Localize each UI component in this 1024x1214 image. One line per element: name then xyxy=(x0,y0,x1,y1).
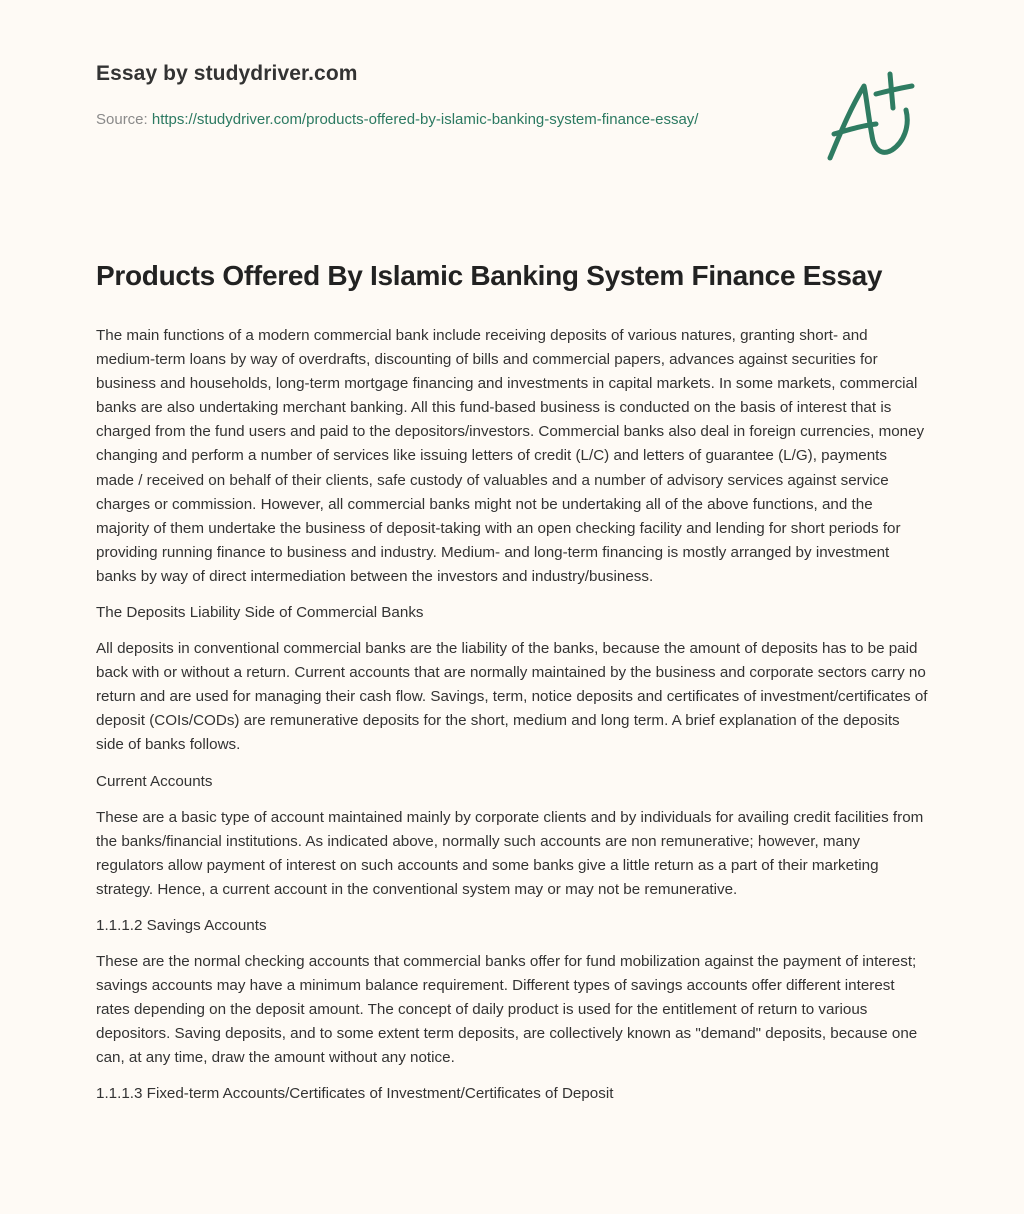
section-heading: 1.1.1.3 Fixed-term Accounts/Certificates of Investment/Certificates of Deposit xyxy=(96,1085,614,1103)
article-paragraph: These are a basic type of account maintained mainly by corporate clients and by individuals for availing credit facilities from the banks/financial institutions. As indicated above, normally such accounts are non remunerative; however, many regulators allow payment of interest on such accounts and some banks give a little return as a part of their marketing strategy. Hence, a current account in the conventional system may or may not be remunerative. xyxy=(96,808,924,898)
section-heading: 1.1.1.2 Savings Accounts xyxy=(96,916,267,934)
source-link[interactable]: https://studydriver.com/products-offered-by-islamic-banking-system-finance-essay/ xyxy=(151,111,699,128)
source-label: Source: xyxy=(96,111,152,128)
site-title: Essay by studydriver.com xyxy=(96,62,358,85)
article-title: Products Offered By Islamic Banking System Finance Essay xyxy=(96,260,883,291)
page-header xyxy=(96,62,756,132)
section-heading: Current Accounts xyxy=(96,772,213,790)
article xyxy=(96,256,928,1118)
source-line xyxy=(96,108,756,132)
section-heading: The Deposits Liability Side of Commercial Banks xyxy=(96,604,424,622)
article-paragraph: These are the normal checking accounts that commercial banks offer for fund mobilization against the payment of interest; savings accounts may have a minimum balance requirement. Different types of savings accounts offer different interest rates depending on the deposit amount. The concept of daily product is used for the entitlement of return to various depositors. Saving deposits, and to some extent term deposits, are collectively known as "demand" deposits, because one can, at any time, draw the amount without any notice. xyxy=(96,952,918,1067)
article-paragraph: The main functions of a modern commercial bank include receiving deposits of various natures, granting short- and medium-term loans by way of overdrafts, discounting of bills and commercial papers, advances against securities for business and households, long-term mortgage financing and investments in capital markets. In some markets, commercial banks are also undertaking merchant banking. All this fund-based business is conducted on the basis of interest that is charged from the fund users and paid to the depositors/investors. Commercial banks also deal in foreign currencies, money changing and perform a number of services like issuing letters of credit (L/C) and letters of guarantee (L/G), payments made / received on behalf of their clients, safe custody of valuables and a number of advisory services against service charges or commission. However, all commercial banks might not be undertaking all of the above functions, and the majority of them undertake the business of deposit-taking with an open checking facility and lending for short periods for providing running finance to business and industry. Medium- and long-term financing is mostly arranged by investment banks by way of direct intermediation between the investors and industry/business. xyxy=(96,327,925,585)
a-plus-grade-icon xyxy=(820,64,930,168)
article-paragraph: All deposits in conventional commercial banks are the liability of the banks, because the amount of deposits has to be paid back with or without a return. Current accounts that are normally maintained by the business and corporate sectors carry no return and are used for managing their cash flow. Savings, term, notice deposits and certificates of investment/certificates of deposit (COIs/CODs) are remunerative deposits for the short, medium and long term. A brief explanation of the deposits side of banks follows. xyxy=(96,640,928,754)
